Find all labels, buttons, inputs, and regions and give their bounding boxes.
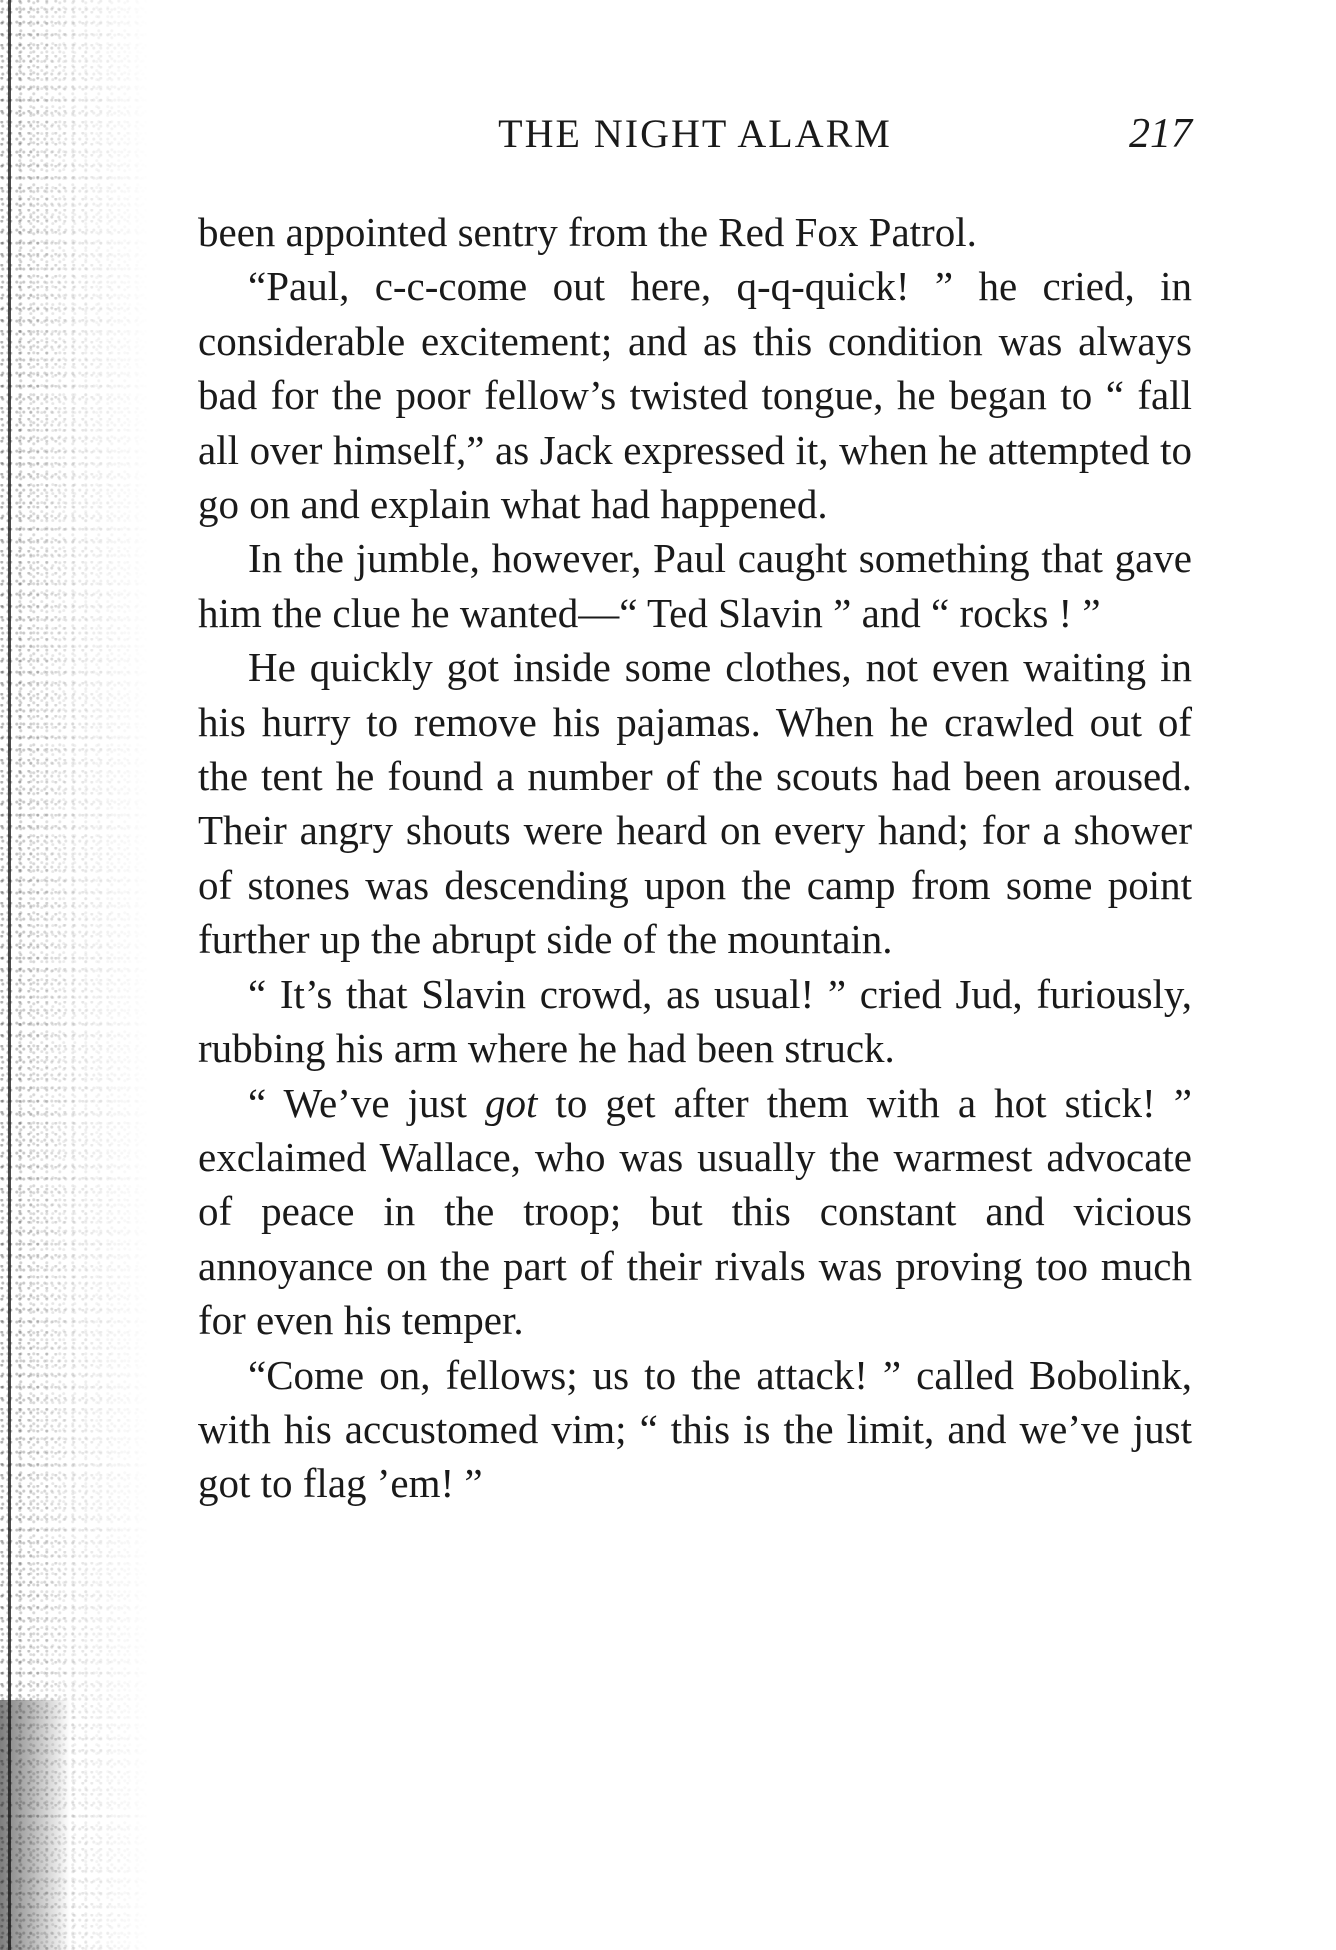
paragraph-6-after: to get after them with a hot stick! ” exclaimed Wallace, who was usually the warmest advocate of peace in the troop; but this constant and vicious annoyance on the part of their rivals was proving too much for even his temper. — [198, 1079, 1192, 1344]
paragraph-3: In the jumble, however, Paul caught something that gave him the clue he wanted—“ Ted Slavin ” and “ rocks ! ” — [198, 535, 1192, 636]
paragraph-2: “Paul, c-c-come out here, q-q-quick! ” he cried, in considerable excitement; and as this condition was always bad for the poor fellow’s twisted tongue, he began to “ fall all over himself,” as Jack expressed it, when he attempted to go on and explain what had happened. — [198, 263, 1192, 528]
binding-edge-line — [8, 0, 11, 1950]
paragraph-4: He quickly got inside some clothes, not even waiting in his hurry to remove his pajamas. When he crawled out of the tent he found a number of the scouts had been aroused. Their angry shouts were heard on every hand; for a shower of stones was descending upon the camp from some point further up the abrupt side of the mountain. — [198, 644, 1192, 963]
running-title: THE NIGHT ALARM — [498, 111, 892, 156]
page-number: 217 — [1129, 111, 1192, 157]
paragraph-6 — [198, 1076, 1192, 1348]
paragraph-6-before: “ We’ve just — [248, 1079, 485, 1126]
body-text — [198, 205, 1192, 1511]
paragraph-1: been appointed sentry from the Red Fox Patrol. — [198, 209, 977, 255]
binding-edge-texture — [0, 0, 150, 1950]
paragraph-5: “ It’s that Slavin crowd, as usual! ” cried Jud, furiously, rubbing his arm where he had been struck. — [198, 970, 1192, 1072]
binding-shadow — [0, 1700, 70, 1950]
running-header — [198, 110, 1192, 166]
paragraph-6-emphasis: got — [484, 1079, 538, 1126]
paragraph-7: “Come on, fellows; us to the attack! ” called Bobolink, with his accustomed vim; “ this is the limit, and we’ve just got to flag ’em! ” — [198, 1351, 1192, 1507]
